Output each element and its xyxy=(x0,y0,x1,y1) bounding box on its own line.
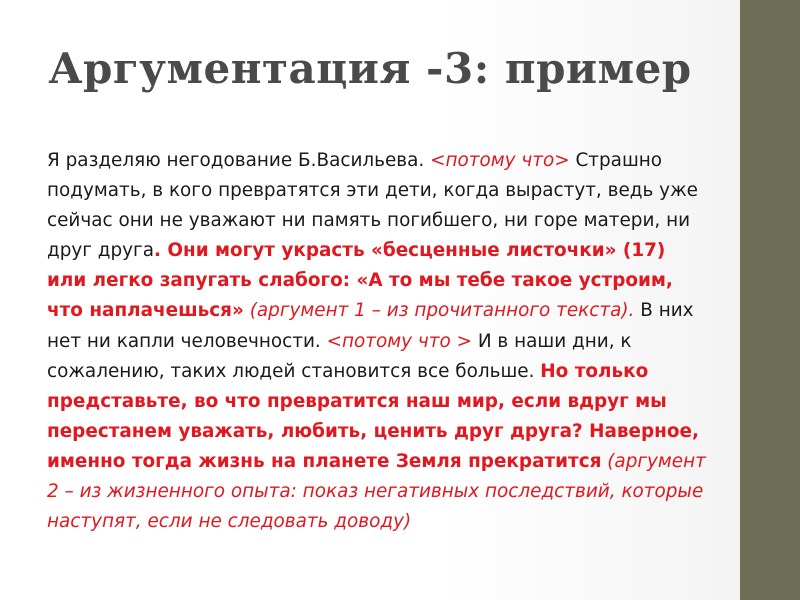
text-run: И в наши дни, к сожалению, таких людей становится все больше. xyxy=(47,330,632,382)
decorative-side-bar xyxy=(740,0,800,600)
argument-note: (аргумент 2 – из жизненного опыта: показ негативных последствий, которые наступят, если не следовать доводу) xyxy=(47,450,706,533)
text-run: Я разделяю негодование Б.Васильева. xyxy=(47,150,431,171)
text-run: Страшно подумать, в кого превратятся эти дети, когда вырастут, ведь уже сейчас они не уважают ни память погибшего, ни горе матери, ни друг друга xyxy=(47,150,698,262)
connector-marker: <потому что> xyxy=(430,150,570,171)
argument-note: (аргумент 1 – из прочитанного текста). xyxy=(243,300,635,322)
slide-title: Аргументация -3: пример xyxy=(48,44,692,93)
emphasis-run: . Они могут украсть «бесценные листочки» (17) или легко запугать слабого: «А то мы тебе такое устроим, что наплачешься» xyxy=(47,240,673,322)
slide-body-text xyxy=(47,146,707,537)
connector-marker: <потому что > xyxy=(326,330,472,352)
text-run: В них нет ни капли человечности. xyxy=(47,300,694,352)
emphasis-run: Но только представьте, во что превратится наш мир, если вдруг мы перестанем уважать, любить, ценить друг друга? Наверное, именно тогда жизнь на планете Земля прекратится xyxy=(47,360,699,472)
